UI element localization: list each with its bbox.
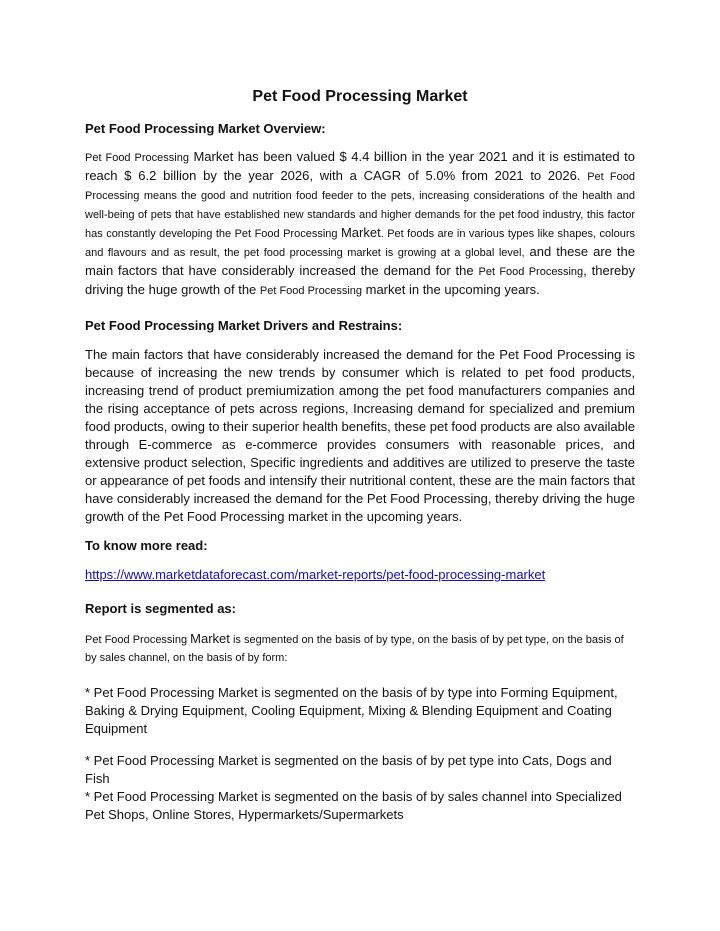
overview-text-f: and these are the main factors that have considerably increased the demand for the bbox=[85, 244, 635, 278]
more-heading: To know more read: bbox=[85, 538, 208, 553]
segment-bullet-type: * Pet Food Processing Market is segmented on the basis of by type into Forming Equipment, Baking & Drying Equipment, Cooling Equipment, Mixing & Blending Equipment and Coating Equipment bbox=[85, 685, 618, 736]
segment-bullet-pet-type: * Pet Food Processing Market is segmented on the basis of by pet type into Cats, Dogs and Fish bbox=[85, 753, 612, 786]
overview-text-c: Pet Food Processing means the good and nutrition food feeder to the pets, increasing considerations of the health and well-being of pets that have established new standards and higher demands for the pet food industry, this factor has constantly developing the Pet Food Processing bbox=[85, 171, 636, 240]
segment-bullet-sales-channel: * Pet Food Processing Market is segmented on the basis of by sales channel into Specialized Pet Shops, Online Stores, Hypermarkets/Supermarkets bbox=[85, 789, 622, 822]
overview-text-e: . Pet foods are in various types like shapes, colours and flavours and as result, the pet food processing market is growing at a global level, bbox=[85, 228, 636, 259]
drivers-heading: Pet Food Processing Market Drivers and Restrains: bbox=[85, 318, 403, 333]
segments-intro-a: Pet Food Processing bbox=[85, 634, 191, 646]
drivers-paragraph: The main factors that have considerably increased the demand for the Pet Food Processing is because of increasing the new trends by consumer which is related to pet food products, increasing trend of product premiumization among the pet food manufacturers companies and the rising acceptance of pets across regions, Increasing demand for specialized and premium food products, owing to their superior health benefits, these pet food products are also available through E-commerce as e-commerce provides consumers with reasonable prices, and extensive product selection, Specific ingredients and additives are utilized to preserve the taste or appearance of pet foods and intensify their nutritional content, these are the main factors that have considerably increased the demand for the Pet Food Processing, thereby driving the huge growth of the Pet Food Processing market in the upcoming years. bbox=[85, 347, 635, 524]
overview-heading: Pet Food Processing Market Overview: bbox=[85, 121, 326, 136]
segments-intro-b: Market bbox=[190, 631, 230, 646]
overview-text-i: Pet Food Processing bbox=[259, 285, 363, 297]
report-link[interactable]: https://www.marketdataforecast.com/market-reports/pet-food-processing-market bbox=[85, 567, 546, 582]
overview-text-j: market in the upcoming years. bbox=[362, 282, 540, 297]
overview-text-b: Market has been valued $ 4.4 billion in the year 2021 and it is estimated to reach $ 6.2 billion by the year 2026, with a CAGR of 5.0% from 2021 to 2026. bbox=[85, 149, 635, 183]
overview-text-d: Market bbox=[340, 225, 381, 240]
segments-intro-c: is segmented on the basis of by type, on the basis of by pet type, on the basis of by sales channel, on the basis of by form: bbox=[85, 634, 624, 664]
overview-text-a: Pet Food Processing bbox=[85, 152, 189, 164]
overview-text-h: , thereby driving the huge growth of the bbox=[85, 263, 635, 297]
segments-heading: Report is segmented as: bbox=[85, 601, 236, 616]
overview-paragraph bbox=[85, 148, 635, 300]
segments-intro bbox=[85, 630, 635, 667]
overview-text-g: Pet Food Processing bbox=[478, 266, 584, 278]
page-title: Pet Food Processing Market bbox=[252, 88, 468, 105]
